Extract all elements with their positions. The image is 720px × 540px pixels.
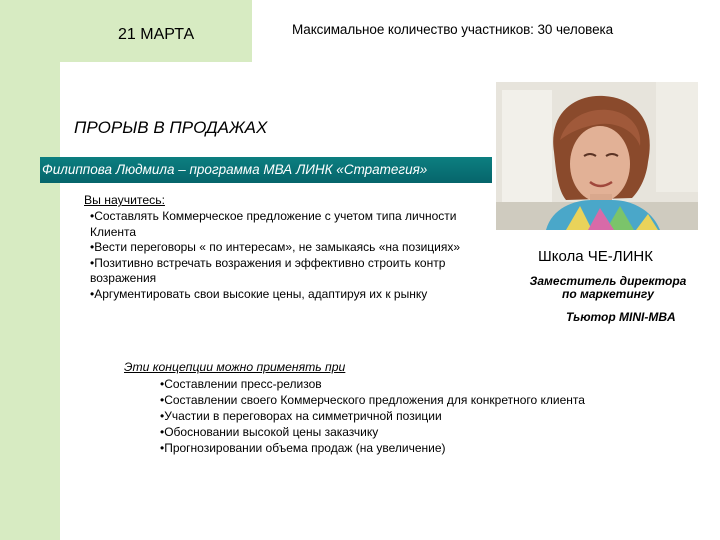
learn-item: • Аргументировать свои высокие цены, адаптируя их к рынку [90,287,490,303]
speaker-role-line2: по маркетингу [562,286,654,301]
date-box [0,0,252,62]
apply-heading: Эти концепции можно применять при [124,360,346,374]
max-participants [292,22,613,37]
learn-list [90,209,490,303]
apply-item: • Участии в переговорах на симметричной позиции [160,408,585,424]
speaker-portrait-image [496,82,698,230]
course-title: ПРОРЫВ В ПРОДАЖАХ [74,118,268,137]
apply-list [160,376,585,456]
learn-heading: Вы научитесь: [84,193,165,207]
max-participants-label: Максимальное количество участников: [292,22,534,37]
learn-item: • Составлять Коммерческое предложение с учетом типа личности Клиента [90,209,490,240]
learn-item: • Позитивно встречать возражения и эффективно строить контр возражения [90,256,490,287]
left-accent-bar [0,0,60,540]
speaker-role-line1: Заместитель директора [529,274,687,288]
max-participants-value: 30 человека [537,22,614,37]
apply-item: • Составлении пресс-релизов [160,376,585,392]
speaker-banner: Филиппова Людмила – программа МВА ЛИНК «Стратегия» [40,157,492,183]
event-date: 21 МАРТА [118,26,195,43]
speaker-photo [496,82,698,230]
apply-item: • Обосновании высокой цены заказчику [160,424,585,440]
school-name: Школа ЧЕ-ЛИНК [538,248,653,265]
learn-item: • Вести переговоры « по интересам», не замыкаясь «на позициях» [90,240,490,256]
apply-item: • Прогнозировании объема продаж (на увеличение) [160,440,585,456]
apply-item: • Составлении своего Коммерческого предложения для конкретного клиента [160,392,585,408]
speaker-tutor: Тьютор MINI-MBA [566,310,676,324]
speaker-role [514,275,702,300]
